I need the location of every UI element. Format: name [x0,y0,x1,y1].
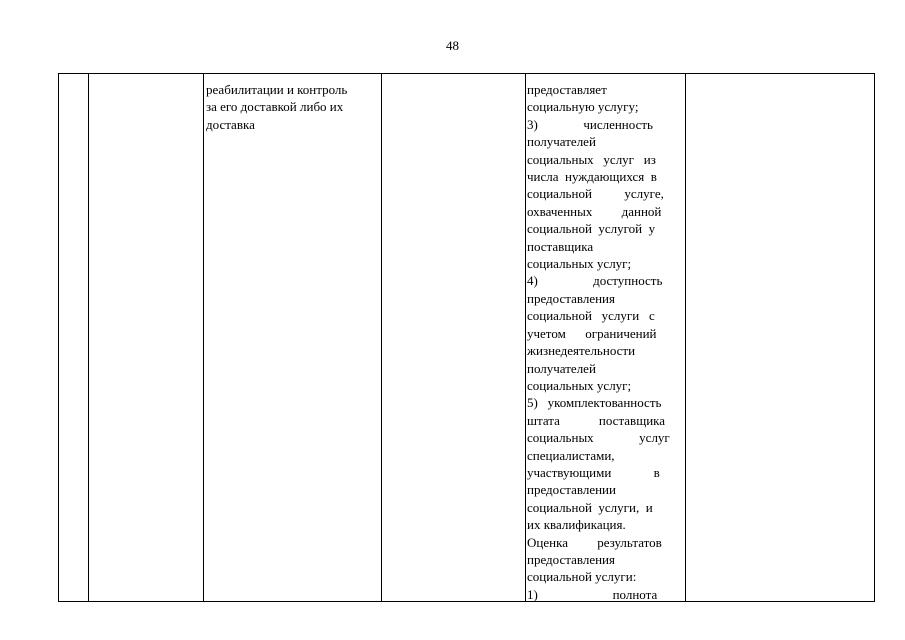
text-line: предоставления [527,290,615,306]
text-line: социальной услуги, и [527,499,653,515]
document-table [58,73,875,602]
text-line: предоставлении [527,482,616,498]
text-line: социальной услуги с [527,308,655,324]
table-cell-col5 [527,81,683,603]
table-cell-col3 [206,81,378,133]
text-line: социальных услуг из [527,151,656,167]
column-divider-3 [381,74,382,601]
text-line: социальной услуги: [527,569,637,585]
text-line: социальной услугой у [527,221,656,237]
text-line: 3) численность [527,116,653,132]
text-line: охваченных данной [527,203,662,219]
column-divider-5 [685,74,686,601]
text-line: получателей [527,360,596,376]
column-divider-2 [203,74,204,601]
text-line: социальную услугу; [527,99,639,115]
text-line: жизнедеятельности [527,343,636,359]
text-line: предоставления [527,551,615,567]
text-line: специалистами, [527,447,615,463]
text-line: 5) укомплектованность [527,395,662,411]
text-line: за его доставкой либо их [206,99,344,115]
text-line: числа нуждающихся в [527,169,657,185]
column-divider-4 [525,74,526,601]
text-line: поставщика [527,238,594,254]
text-line: получателей [527,134,596,150]
text-line: социальных услуг [527,430,670,446]
text-line: реабилитации и контроль [206,82,348,97]
text-line: учетом ограничений [527,325,657,341]
text-line: социальной услуге, [527,186,664,202]
column-divider-1 [88,74,89,601]
text-line: предоставляет [527,82,607,97]
text-line: участвующими в [527,464,660,480]
text-line: 1) полнота [527,586,658,602]
text-line: социальных услуг; [527,256,632,272]
text-line: штата поставщика [527,412,666,428]
text-line: 4) доступность [527,273,663,289]
text-line: социальных услуг; [527,377,632,393]
page-number: 48 [446,38,459,53]
text-line: доставка [206,116,255,132]
text-line: их квалификация. [527,517,626,533]
text-line: Оценка результатов [527,534,662,550]
